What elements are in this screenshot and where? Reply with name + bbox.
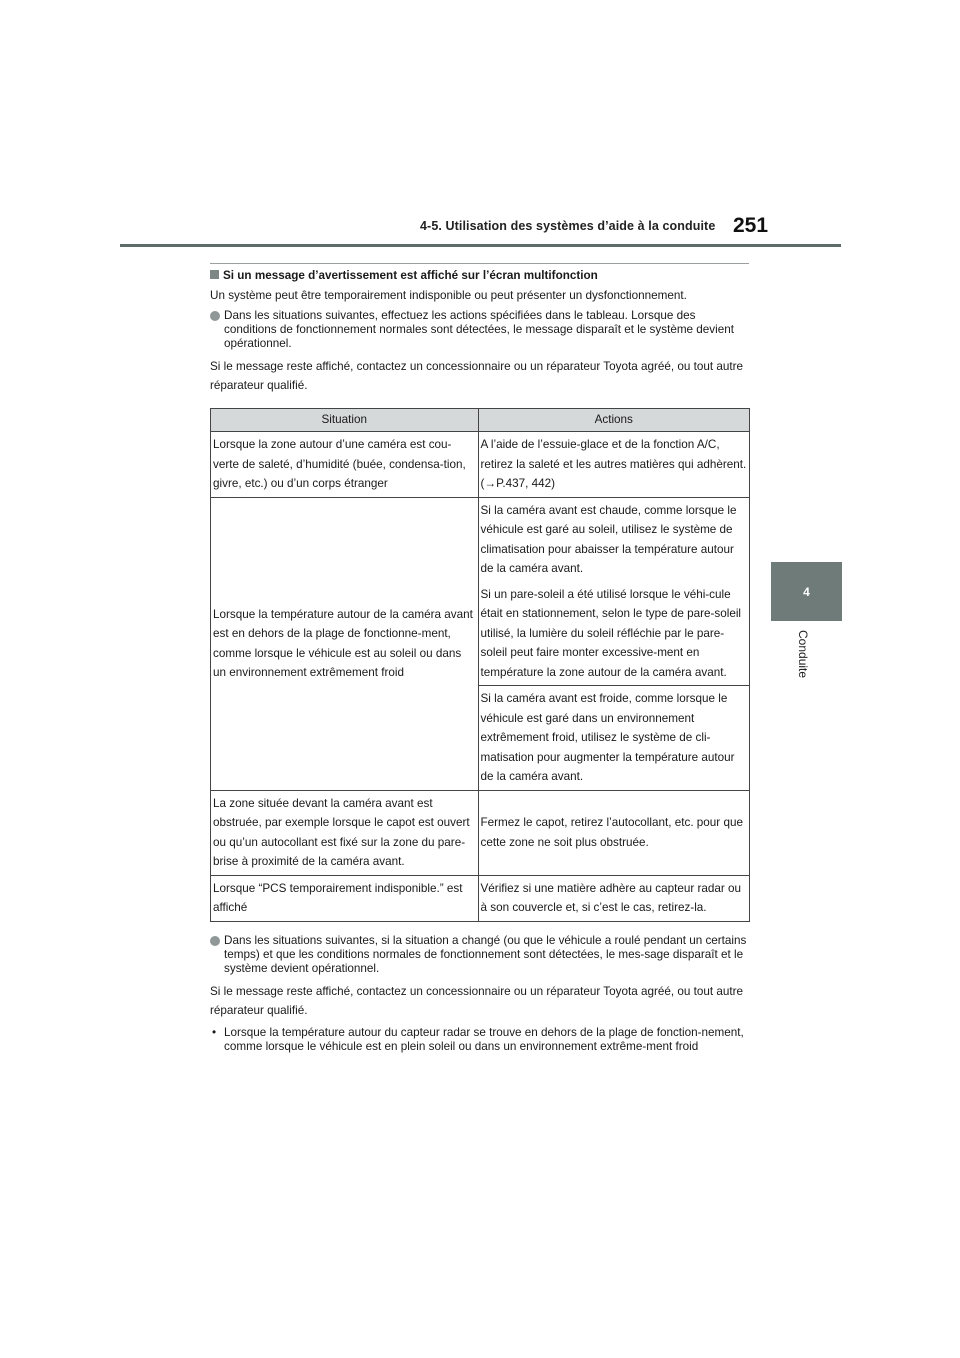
table-header-row [211, 409, 750, 432]
situation-cell: Lorsque la température autour de la caméra avant est en dehors de la plage de fonctionne-ment, comme lorsque le véhicule est au soleil ou dans un environnement extrêmement froid [211, 497, 479, 790]
square-bullet-icon [210, 270, 219, 279]
action-cell: A l’aide de l’essuie-glace et de la fonction A/C, retirez la saleté et les autres matières qui adhèrent. (→P.437, 442) [478, 432, 750, 498]
table-row [211, 497, 750, 686]
bullet-text: Dans les situations suivantes, effectuez les actions spécifiées dans le tableau. Lorsque des conditions de fonctionnement normales sont détectées, le message disparaît et le système devient opérationnel. [224, 309, 734, 350]
circle-bullet-icon [210, 311, 220, 321]
table-row [211, 875, 750, 921]
section-title: 4-5. Utilisation des systèmes d’aide à la conduite [420, 219, 716, 233]
bullet-item [210, 934, 750, 976]
action-paragraph: Si un pare-soleil a été utilisé lorsque le véhi-cule était en stationnement, selon le type de pare-soleil utilisé, la lumière du soleil réfléchie par le pare-soleil peut faire monter excessive-ment en température la zone autour de la caméra avant. [480, 587, 742, 679]
action-cell: Vérifiez si une matière adhère au capteur radar ou à son couvercle et, si c’est le cas, retirez-la. [478, 875, 750, 921]
action-cell: Si la caméra avant est froide, comme lorsque le véhicule est garé dans un environnement extrêmement froid, utilisez le système de cli-matisation pour augmenter la température autour de la caméra avant. [478, 686, 750, 791]
table-row [211, 790, 750, 875]
bullet-text: Dans les situations suivantes, si la situation a changé (ou que le véhicule a roulé pendant un certains temps) et que les conditions normales de fonctionnement sont détectées, le mes-sage disparaît et le système devient opérationnel. [224, 933, 747, 975]
chapter-label: Conduite [796, 630, 810, 679]
situation-cell: Lorsque la zone autour d’une caméra est cou-verte de saleté, d’humidité (buée, condensa-tion, givre, etc.) ou d’un corps étranger [211, 432, 479, 498]
header-rule [120, 244, 841, 247]
chapter-tab [771, 562, 842, 621]
table-row [211, 432, 750, 498]
dash-item-text: Lorsque la température autour du capteur radar se trouve en dehors de la plage de fonction-nement, comme lorsque le véhicule est en plein soleil ou dans un environnement extrême-ment froid [224, 1025, 744, 1053]
action-paragraph: Si la caméra avant est chaude, comme lorsque le véhicule est garé au soleil, utilisez le système de climatisation pour abaisser la température autour de la caméra avant. [480, 503, 737, 575]
page-content [210, 268, 750, 1054]
content-top-rule [210, 263, 749, 264]
situation-cell: La zone située devant la caméra avant est obstruée, par exemple lorsque le capot est ouvert ou qu’un autocollant est fixé sur la zone du pare-brise à proximité de la caméra avant. [211, 790, 479, 875]
subheading [210, 268, 750, 283]
action-cell: Fermez le capot, retirez l’autocollant, etc. pour que cette zone ne soit plus obstruée. [478, 790, 750, 875]
contact-paragraph: Si le message reste affiché, contactez un concessionnaire ou un réparateur Toyota agréé, ou tout autre réparateur qualifié. [210, 984, 743, 1017]
situation-cell: Lorsque “PCS temporairement indisponible.” est affiché [211, 875, 479, 921]
situation-table [210, 408, 750, 922]
dash-item [210, 1026, 750, 1054]
contact-paragraph: Si le message reste affiché, contactez un concessionnaire ou un réparateur Toyota agréé, ou tout autre réparateur qualifié. [210, 360, 743, 392]
page-number: 251 [733, 214, 769, 237]
chapter-number: 4 [803, 584, 810, 599]
column-header-actions: Actions [478, 409, 750, 432]
action-cell [478, 497, 750, 686]
intro-paragraph: Un système peut être temporairement indisponible ou peut présenter un dysfonctionnement. [210, 289, 687, 302]
subheading-text: Si un message d’avertissement est affiché sur l’écran multifonction [223, 269, 598, 282]
column-header-situation: Situation [211, 409, 479, 432]
bullet-item [210, 309, 750, 351]
dot-marker: • [212, 1025, 217, 1039]
circle-bullet-icon [210, 936, 220, 946]
